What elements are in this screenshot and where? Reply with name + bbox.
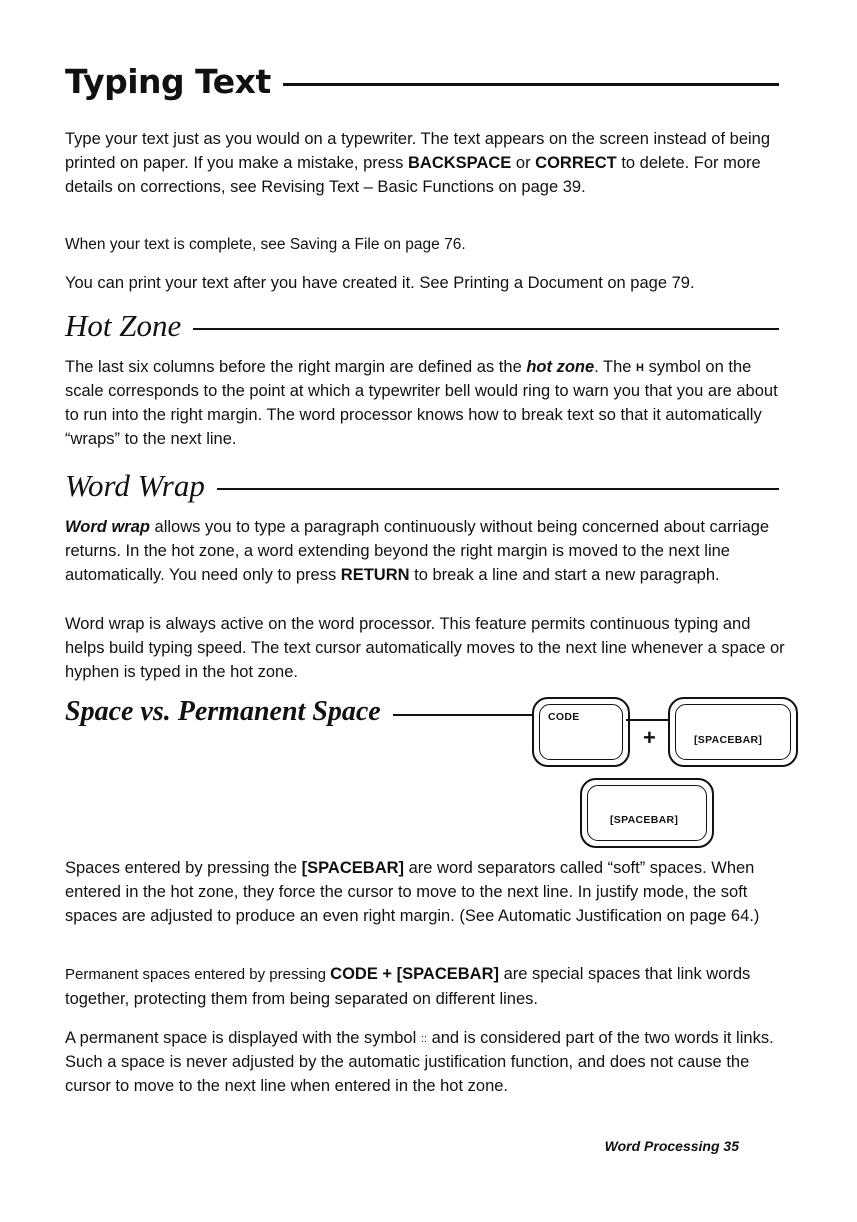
paragraph-word-wrap-2: Word wrap is always active on the word processor. This feature permits continuous typing and helps build typing speed. The text cursor automatically moves to the next line whenever a space or hyphen is typed in the hot zone. [65, 615, 785, 681]
text-run: to delete. For more details on corrections, see Revising Text – Basic Functions on page 39. [65, 154, 761, 196]
key-correct-text: CORRECT [535, 154, 617, 172]
heading-word-wrap: Word Wrap [65, 468, 205, 503]
heading-rule [283, 83, 779, 86]
page-footer: Word Processing 35 [604, 1138, 739, 1154]
section-heading-typing-text [65, 62, 779, 101]
paragraph-space-2 [65, 962, 785, 1011]
section-heading-space [65, 696, 535, 728]
plus-sign: + [643, 725, 656, 750]
text-run: Spaces entered by pressing the [65, 859, 302, 877]
text-run: are special spaces that link words together, protecting them from being separated on different lines. [65, 965, 751, 1008]
permanent-space-symbol-icon: :: [420, 1032, 427, 1045]
code-key-icon [532, 697, 630, 767]
text-run: . The [594, 358, 637, 376]
heading-hot-zone: Hot Zone [65, 308, 182, 343]
text-run: to break a line and start a new paragraph. [409, 566, 720, 584]
section-heading-hot-zone [65, 308, 779, 344]
text-run: and is considered part of the two words it links. Such a space is never adjusted by the automatic justification function, and does not cause the cursor to move to the next line when entered in the hot zone. [65, 1029, 774, 1095]
bell-symbol-icon: H [636, 361, 644, 374]
paragraph-word-wrap-1 [65, 515, 785, 587]
section-heading-word-wrap [65, 468, 779, 504]
text-run: allows you to type a paragraph continuously without being concerned about carriage returns. In the hot zone, a word extending beyond the right margin is moved to the next line automatically. You need only to press [65, 518, 770, 584]
spacebar-key-icon [580, 778, 714, 848]
text-run: Type your text just as you would on a typewriter. The text appears on the screen instead of being printed on paper. If you make a mistake, press [65, 130, 771, 172]
text-run: Permanent spaces entered by pressing [65, 966, 331, 983]
spacebar-key-icon [668, 697, 798, 767]
heading-typing-text: Typing Text [65, 62, 271, 101]
key-face [675, 704, 791, 760]
key-connector-line [626, 719, 668, 721]
paragraph-space-1 [65, 856, 785, 928]
paragraph-typing-1 [65, 127, 785, 199]
key-return-text: RETURN [340, 566, 410, 584]
term-word-wrap: Word wrap [65, 518, 150, 536]
heading-rule [393, 714, 535, 716]
paragraph-typing-2: When your text is complete, see Saving a File on page 76. [65, 236, 466, 253]
text-run: symbol on the scale corresponds to the point at which a typewriter bell would ring to warn you that you are about to run into the right margin. The word processor knows how to break text so that it automatically “wraps” to the next line. [65, 358, 778, 448]
text-run: are word separators called “soft” spaces. When entered in the hot zone, they force the cursor to move to the next line. In justify mode, the soft spaces are adjusted to produce an even right margin. (See Automatic Justification on page 64.) [65, 859, 760, 925]
spacebar-key-label: [SPACEBAR] [694, 734, 763, 746]
term-hot-zone: hot zone [526, 358, 595, 376]
key-spacebar-text: [SPACEBAR] [301, 859, 405, 877]
key-combo-text: CODE + [SPACEBAR] [330, 965, 499, 983]
text-run: A permanent space is displayed with the symbol [65, 1029, 421, 1047]
paragraph-space-3 [65, 1026, 785, 1098]
text-run: or [511, 154, 536, 172]
paragraph-typing-3: You can print your text after you have created it. See Printing a Document on page 79. [65, 274, 695, 292]
heading-space-vs-permanent-space: Space vs. Permanent Space [65, 696, 381, 727]
key-face [587, 785, 707, 841]
spacebar-key-label: [SPACEBAR] [610, 814, 679, 826]
paragraph-hot-zone [65, 355, 785, 451]
key-backspace-text: BACKSPACE [408, 154, 512, 172]
text-run: The last six columns before the right margin are defined as the [65, 358, 527, 376]
heading-rule [193, 328, 779, 330]
heading-rule [217, 488, 779, 490]
code-key-label: CODE [548, 711, 580, 723]
